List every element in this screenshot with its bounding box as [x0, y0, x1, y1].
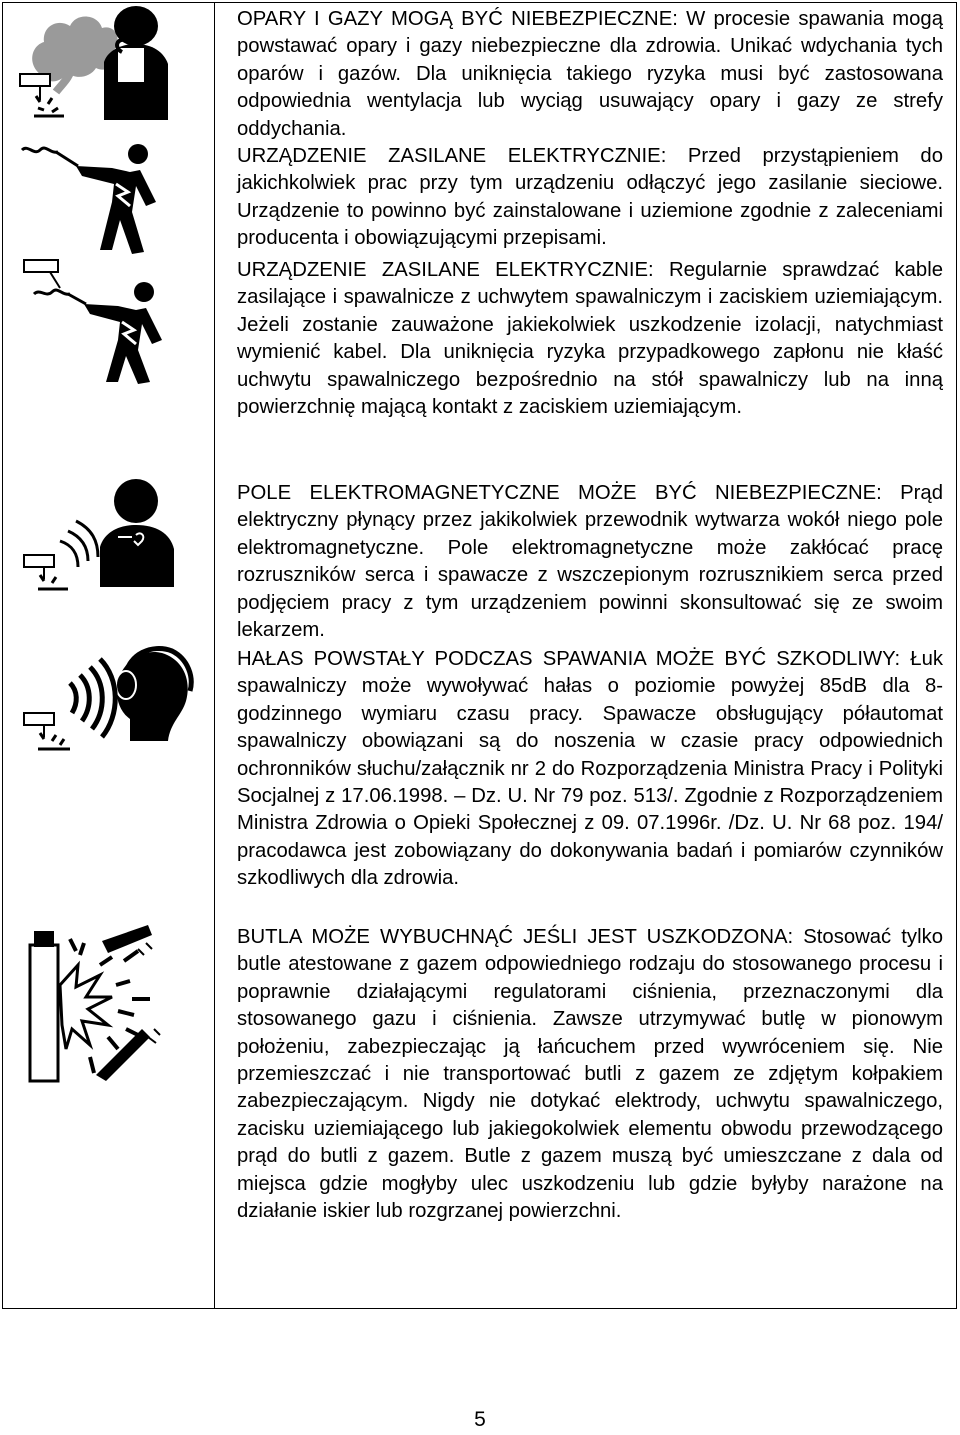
electromagnetic-warning-text: POLE ELEKTROMAGNETYCZNE MOŻE BYĆ NIEBEZPIECZNE: Prąd elektryczny płynący przez jakikolwiek przewodnik wytwarza wokół niego pole elektromagnetyczne. Pole elektromagnetyczne może zakłócać pracę rozruszników serca i spawacze z wszczepionym rozrusznikiem serca przed podjęciem pracy z tym urządzeniem powinni skonsultować się ze swoim lekarzem.	[237, 482, 943, 642]
column-divider	[214, 2, 215, 1309]
electromagnetic-field-icon	[20, 475, 205, 595]
fumes-hazard-icon	[18, 4, 208, 129]
electric-shock-warning-text: URZĄDZENIE ZASILANE ELEKTRYCZNIE: Przed przystąpieniem do jakichkolwiek prac przy tym urządzeniu odłączyć jego zasilanie sieciowe. Urządzenie to powinno być zainstalowane i uziemione zgodnie z zaleceniami producenta i obowiązującymi przepisami.	[237, 145, 943, 250]
fumes-warning-text: OPARY I GAZY MOGĄ BYĆ NIEBEZPIECZNE: W procesie spawania mogą powstawać opary i gazy niebezpieczne dla zdrowia. Unikać wdychania tych oparów i gazów. Dla uniknięcia takiego ryzyka musi być zastosowana odpowiednia wentylacja lub wyciąg usuwający opary i gazy ze strefy oddychania.	[237, 8, 943, 140]
noise-hazard-icon	[20, 645, 205, 755]
gas-cylinder-explosion-icon	[20, 925, 195, 1085]
cable-inspection-warning-text: URZĄDZENIE ZASILANE ELEKTRYCZNIE: Regularnie sprawdzać kable zasilające i spawalnicze z uchwytem spawalniczym i zaciskiem uziemiającym. Jeżeli zostanie zauważone jakiekolwiek uszkodzenie izolacji, natychmiast wymienić kabel. Dla uniknięcia ryzyka przypadkowego zapłonu nie kłaść uchwytu spawalniczego bezpośrednio na stół spawalniczy lub na inną powierzchnię mającą kontakt z zaciskiem uziemiającym.	[237, 259, 943, 419]
gas-cylinder-warning-text: BUTLA MOŻE WYBUCHNĄĆ JEŚLI JEST USZKODZONA: Stosować tylko butle atestowane z gazem odpowiedniego rodzaju do stosowanego procesu i poprawnie działającymi regulatorami ciśnienia, przeznaczonymi dla stosowanego gazu i ciśnienia. Zawsze utrzymywać butlę w pionowym położeniu, zabezpieczając ją łańcuchem przed wywróceniem się. Nie przemieszczać i nie transportować butli z gazem ze zdjętym kołpakiem zabezpieczającym. Nigdy nie dotykać elektrody, uchwytu spawalniczego, zacisku uziemiającego lub jakiegokolwiek elementu obwodu przewodzącego prąd do butli z gazem. Butle z gazem muszą być umieszczane z dala od miejsca gdzie mogłyby ulec uszkodzeniu lub gdzie byłyby narażone na działanie iskier lub rozgrzanej powierzchni.	[237, 926, 943, 1223]
noise-warning-text: HAŁAS POWSTAŁY PODCZAS SPAWANIA MOŻE BYĆ SZKODLIWY: Łuk spawalniczy może wywoływać hałas o poziomie powyżej 85dB dla 8-godzinnego wymiaru czasu pracy. Spawacze obsługujący półautomat spawalniczy obowiązani są do noszenia w czasie pracy odpowiednich ochronników słuchu/załącznik nr 2 do Rozporządzenia Ministra Pracy i Polityki Socjalnej z 17.06.1998. – Dz. U. Nr 79 poz. 513/. Zgodnie z Rozporządzeniem Ministra Zdrowia o Opieki Społecznej z 09. 07.1996r. /Dz. U. Nr 68 poz. 194/ pracodawca jest zobowiązany do dokonywania badań i pomiarów czynników szkodliwych dla zdrowia.	[237, 648, 943, 890]
electric-shock-icon	[20, 140, 190, 258]
page-number: 5	[474, 1408, 486, 1431]
electric-shock-torch-icon	[20, 256, 195, 386]
